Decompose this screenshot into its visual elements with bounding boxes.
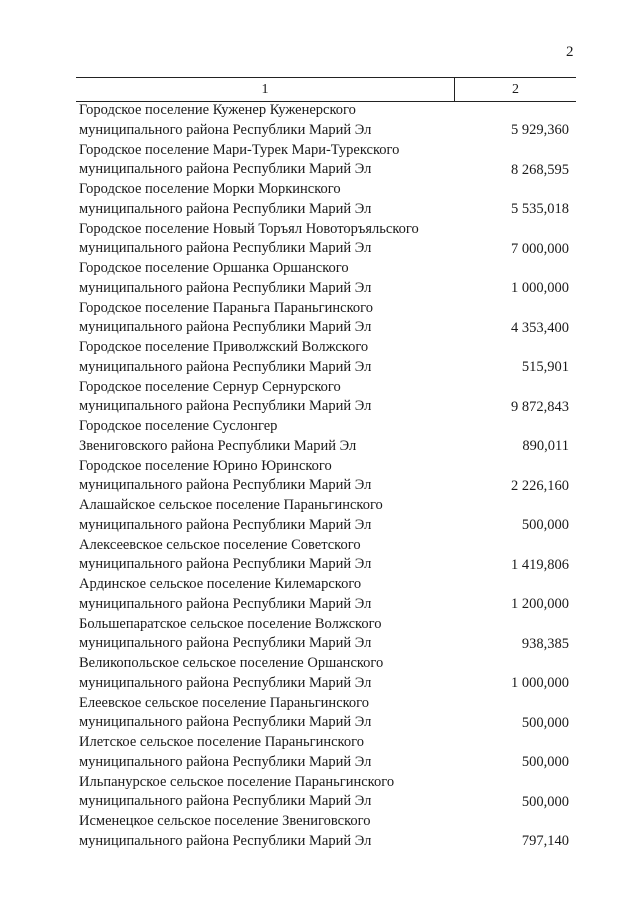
amount-value: 500,000: [521, 714, 569, 731]
table-row: [0, 101, 639, 141]
amount-value: 938,385: [521, 635, 569, 652]
settlement-name-line1: Ильпанурское сельское поселение Параньгинского: [79, 773, 395, 790]
settlement-name: [79, 575, 479, 614]
settlement-name-line1: Городское поселение Приволжский Волжского: [79, 339, 369, 355]
amount-value: 9 872,843: [511, 398, 569, 415]
table-row: [0, 615, 639, 655]
settlement-name-line1: Алексеевское сельское поселение Советского: [79, 536, 361, 553]
amount-value: 1 200,000: [511, 596, 569, 612]
settlement-name-line2: муниципального района Республики Марий Эл: [79, 793, 372, 809]
settlement-name: [79, 457, 479, 496]
settlement-name-line1: Великопольское сельское поселение Оршанского: [79, 655, 384, 671]
table-row: [0, 812, 639, 852]
amount-value: 4 353,400: [511, 319, 569, 336]
table-row: [0, 536, 639, 576]
settlement-name: [79, 259, 479, 298]
settlement-name-line2: муниципального района Республики Марий Эл: [79, 161, 372, 177]
amount-value: 500,000: [521, 754, 569, 770]
settlement-name-line2: муниципального района Республики Марий Эл: [79, 319, 372, 335]
settlement-name: [79, 299, 479, 338]
table-row: [0, 417, 639, 457]
table-row: [0, 496, 639, 536]
table-row: [0, 694, 639, 734]
table-row: [0, 457, 639, 497]
settlement-name-line1: Елеевское сельское поселение Параньгинского: [79, 694, 370, 711]
settlement-name: [79, 101, 479, 140]
table-row: [0, 378, 639, 418]
table-row: [0, 575, 639, 615]
settlement-name: [79, 496, 479, 535]
settlement-name-line2: муниципального района Республики Марий Эл: [79, 121, 372, 138]
table-row: [0, 299, 639, 339]
amount-value: 500,000: [521, 793, 569, 810]
settlement-name-line2: муниципального района Республики Марий Эл: [79, 714, 372, 730]
settlement-name: [79, 733, 479, 772]
amount-value: 8 268,595: [511, 161, 569, 178]
settlement-name-line2: муниципального района Республики Марий Эл: [79, 279, 372, 296]
settlement-name-line2: муниципального района Республики Марий Эл: [79, 200, 372, 217]
settlement-name-line2: муниципального района Республики Марий Эл: [79, 595, 372, 612]
settlement-name-line2: муниципального района Республики Марий Эл: [79, 832, 372, 849]
settlement-name-line1: Городское поселение Юрино Юринского: [79, 457, 332, 474]
table-row: [0, 180, 639, 220]
column-1-header: 1: [76, 78, 455, 101]
table-row: [0, 141, 639, 181]
settlement-name-line1: Городское поселение Морки Моркинского: [79, 181, 341, 197]
settlement-name-line1: Алашайское сельское поселение Параньгинского: [79, 497, 383, 513]
table-row: [0, 773, 639, 813]
table-row: [0, 654, 639, 694]
settlement-name-line1: Городское поселение Куженер Куженерского: [79, 102, 356, 118]
settlement-name: [79, 615, 479, 654]
settlement-name-line2: муниципального района Республики Марий Эл: [79, 753, 372, 770]
settlement-name-line1: Городское поселение Новый Торъял Новоторъяльского: [79, 220, 419, 237]
amount-value: 1 000,000: [511, 280, 569, 296]
amount-value: 515,901: [521, 359, 569, 375]
settlement-name-line1: Городское поселение Сернур Сернурского: [79, 378, 341, 395]
settlement-name-line1: Городское поселение Параньга Параньгинского: [79, 299, 373, 316]
settlement-name-line2: муниципального района Республики Марий Эл: [79, 398, 372, 414]
settlement-name-line2: Звениговского района Республики Марий Эл: [79, 437, 357, 454]
amount-value: 7 000,000: [511, 240, 569, 257]
settlement-name-line1: Илетское сельское поселение Параньгинского: [79, 734, 364, 750]
settlement-name: [79, 141, 479, 180]
amount-value: 5 535,018: [511, 201, 569, 217]
table-header: [76, 77, 576, 102]
amount-value: 500,000: [521, 517, 569, 533]
amount-value: 1 000,000: [511, 675, 569, 691]
settlement-name-line1: Ардинское сельское поселение Килемарского: [79, 576, 362, 592]
table-row: [0, 259, 639, 299]
table-body: [0, 101, 639, 852]
settlement-name: [79, 378, 479, 417]
settlement-name-line1: Городское поселение Оршанка Оршанского: [79, 260, 349, 276]
amount-value: 797,140: [521, 833, 569, 849]
settlement-name-line2: муниципального района Республики Марий Эл: [79, 556, 372, 572]
amount-value: 5 929,360: [511, 122, 569, 138]
settlement-name: [79, 220, 479, 259]
settlement-name-line2: муниципального района Республики Марий Эл: [79, 358, 372, 375]
settlement-name-line2: муниципального района Республики Марий Эл: [79, 477, 372, 493]
amount-value: 890,011: [522, 438, 569, 454]
settlement-name-line1: Большепаратское сельское поселение Волжского: [79, 615, 382, 632]
column-2-header: 2: [512, 82, 519, 97]
settlement-name-line2: муниципального района Республики Марий Эл: [79, 240, 372, 256]
settlement-name-line1: Городское поселение Суслонгер: [79, 418, 278, 434]
settlement-name-line1: Городское поселение Мари-Турек Мари-Турекского: [79, 141, 400, 158]
settlement-name: [79, 417, 479, 456]
settlement-name: [79, 773, 479, 812]
settlement-name: [79, 338, 479, 377]
settlement-name: [79, 654, 479, 693]
settlement-name: [79, 694, 479, 733]
settlement-name-line2: муниципального района Республики Марий Эл: [79, 516, 372, 533]
table-row: [0, 220, 639, 260]
table-row: [0, 338, 639, 378]
amount-value: 1 419,806: [511, 556, 569, 573]
amount-value: 2 226,160: [511, 477, 569, 494]
settlement-name: [79, 536, 479, 575]
settlement-name-line2: муниципального района Республики Марий Эл: [79, 674, 372, 691]
table-row: [0, 733, 639, 773]
settlement-name: [79, 180, 479, 219]
settlement-name-line2: муниципального района Республики Марий Эл: [79, 635, 372, 651]
page-number: 2: [566, 44, 574, 60]
settlement-name: [79, 812, 479, 851]
settlement-name-line1: Исменецкое сельское поселение Звениговского: [79, 813, 371, 829]
